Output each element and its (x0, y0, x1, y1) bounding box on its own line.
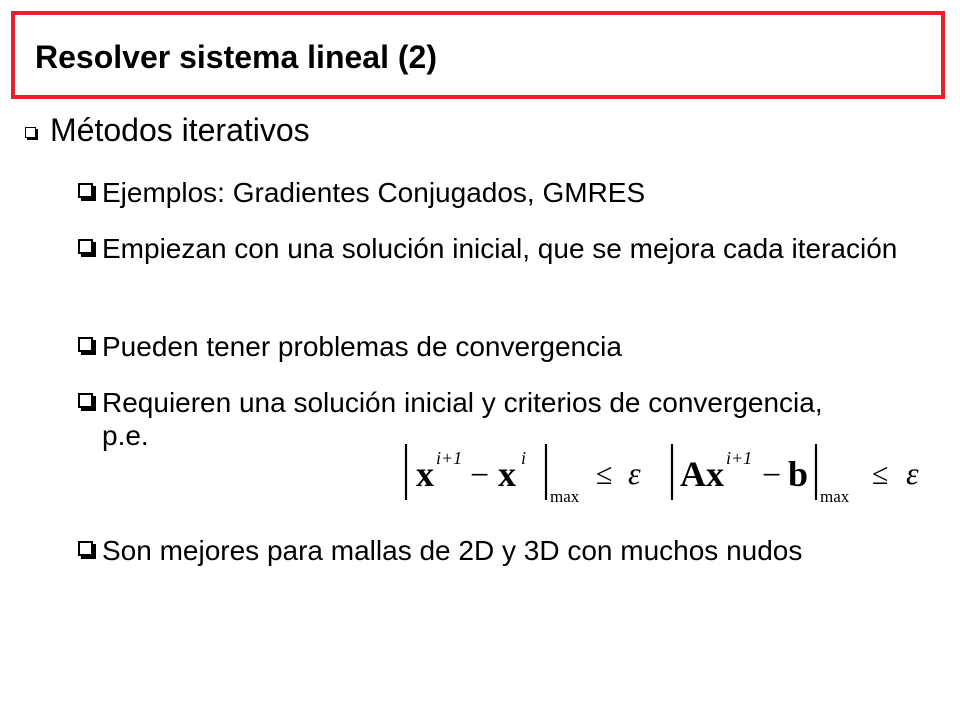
epsilon-symbol: ε (906, 455, 919, 491)
superscript-i: i (521, 448, 527, 468)
title-frame (11, 11, 945, 99)
superscript-i-plus-1: i+1 (726, 448, 753, 468)
bullet-item (78, 534, 928, 567)
bullet-text: Son mejores para mallas de 2D y 3D con muchos nudos (102, 535, 803, 566)
slide-title: Resolver sistema lineal (2) (35, 39, 437, 75)
bullet-text: Requieren una solución inicial y criterios de convergencia, p.e. (102, 387, 823, 451)
matrix-A: A (680, 454, 706, 494)
bullet-text: Pueden tener problemas de convergencia (102, 331, 622, 362)
heading-bullet (25, 112, 310, 149)
superscript-i-plus-1: i+1 (436, 448, 463, 468)
hollow-square-bullet-icon (25, 127, 36, 138)
epsilon-symbol: ε (628, 455, 641, 491)
subscript-max: max (550, 487, 580, 506)
vector-x: x (706, 454, 724, 494)
bullet-text: Ejemplos: Gradientes Conjugados, GMRES (102, 177, 646, 208)
subscript-max: max (820, 487, 850, 506)
bullet-text: Empiezan con una solución inicial, que se mejora cada iteración (102, 233, 898, 264)
minus-sign: − (762, 457, 782, 494)
hollow-square-bullet-icon (78, 393, 93, 408)
vector-x: x (498, 454, 516, 494)
hollow-square-bullet-icon (78, 239, 93, 254)
bullet-item (78, 176, 838, 209)
bullet-item (78, 330, 928, 363)
bullet-item (78, 232, 928, 265)
leq-sign: ≤ (872, 458, 889, 491)
hollow-square-bullet-icon (78, 541, 93, 556)
vector-b: b (788, 454, 809, 494)
hollow-square-bullet-icon (78, 183, 93, 198)
vector-x: x (416, 454, 434, 494)
minus-sign: − (470, 457, 490, 494)
leq-sign: ≤ (596, 458, 613, 491)
heading-text: Métodos iterativos (50, 112, 310, 148)
hollow-square-bullet-icon (78, 337, 93, 352)
convergence-criteria-formula (400, 438, 940, 514)
